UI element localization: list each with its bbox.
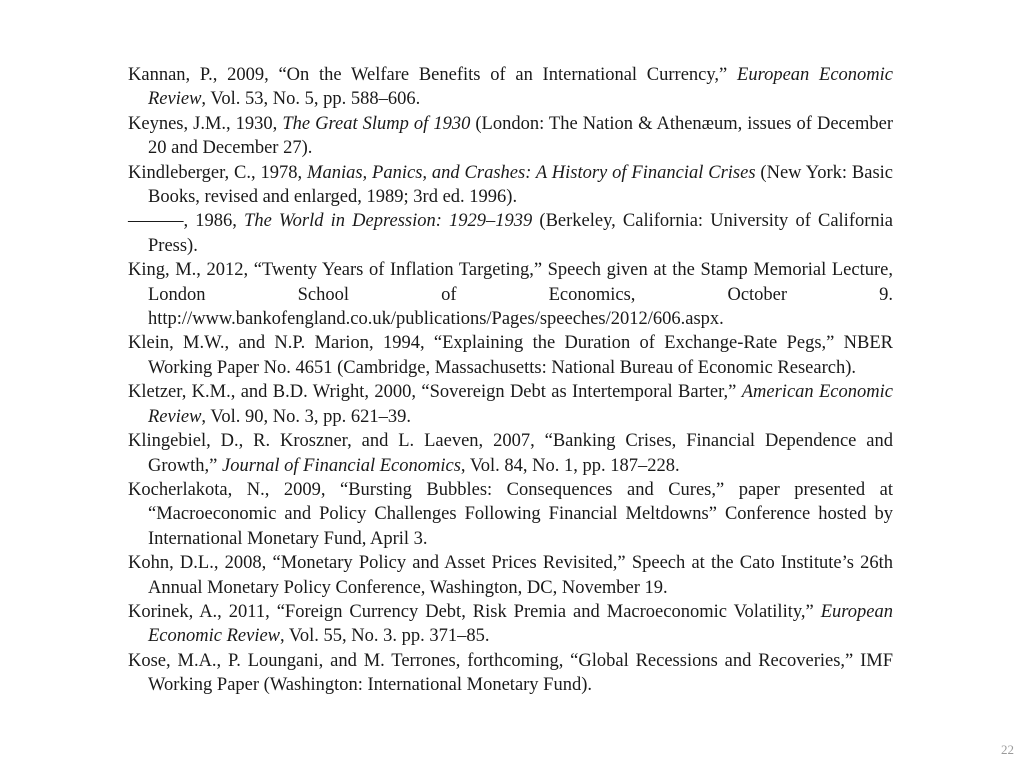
reference-text: Klein, M.W., and N.P. Marion, 1994, “Explaining the Duration of Exchange-Rate Pegs,” NBER Working Paper No. 4651 (Cambridge, Massachusetts: National Bureau of Economic Research).	[128, 333, 893, 378]
reference-book-title: Manias, Panics, and Crashes: A History of Financial Crises	[307, 162, 756, 183]
reference-entry	[128, 258, 893, 331]
reference-entry	[128, 112, 893, 161]
reference-entry	[128, 63, 893, 112]
reference-journal-title: European Economic Review	[148, 601, 893, 647]
reference-text: Kletzer, K.M., and B.D. Wright, 2000, “Sovereign Debt as Intertemporal Barter,”	[128, 382, 742, 403]
reference-text: ———, 1986,	[128, 211, 245, 232]
reference-entry	[128, 331, 893, 380]
reference-entry	[128, 551, 893, 600]
reference-journal-title: American Economic Review	[148, 382, 893, 427]
reference-details: , Vol. 55, No. 3. pp. 371–85.	[280, 626, 490, 647]
reference-text: Kannan, P., 2009, “On the Welfare Benefits of an International Currency,”	[128, 65, 738, 85]
reference-entry	[128, 429, 893, 478]
reference-details: (New York: Basic Books, revised and enlarged, 1989; 3rd ed. 1996).	[148, 162, 894, 208]
reference-text: Kocherlakota, N., 2009, “Bursting Bubbles: Consequences and Cures,” paper presented at “Macroeconomic and Policy Challenges Following Financial Meltdowns” Conference hosted by International Monetary Fund, April 3.	[128, 479, 893, 549]
reference-text: Kindleberger, C., 1978,	[128, 162, 308, 183]
reference-journal-title: European Economic Review	[148, 65, 893, 110]
reference-details: , Vol. 53, No. 5, pp. 588–606.	[201, 89, 421, 110]
reference-text: Keynes, J.M., 1930,	[128, 113, 283, 134]
reference-list	[128, 63, 893, 698]
reference-book-title: The World in Depression: 1929–1939	[244, 211, 533, 232]
reference-entry	[128, 380, 893, 429]
reference-entry	[128, 600, 893, 649]
reference-journal-title: Journal of Financial Economics	[221, 455, 461, 476]
reference-entry	[128, 649, 893, 698]
reference-text: King, M., 2012, “Twenty Years of Inflation Targeting,” Speech given at the Stamp Memorial Lecture, London School of Economics, October 9. http://www.bankofengland.co.uk/publications/Pages/speeches/2012/606.aspx.	[128, 260, 893, 330]
reference-entry	[128, 478, 893, 551]
reference-entry	[128, 161, 893, 210]
reference-text: Kohn, D.L., 2008, “Monetary Policy and Asset Prices Revisited,” Speech at the Cato Institute’s 26th Annual Monetary Policy Conference, Washington, DC, November 19.	[128, 553, 893, 598]
page-number: 22	[1001, 742, 1014, 757]
reference-text: Kose, M.A., P. Loungani, and M. Terrones, forthcoming, “Global Recessions and Recoveries,” IMF Working Paper (Washington: International Monetary Fund).	[128, 650, 893, 696]
reference-book-title: The Great Slump of 1930	[282, 113, 471, 134]
reference-entry	[128, 209, 893, 258]
reference-details: , Vol. 84, No. 1, pp. 187–228.	[460, 455, 680, 476]
reference-details: (Berkeley, California: University of California Press).	[148, 211, 893, 256]
reference-text: Klingebiel, D., R. Kroszner, and L. Laeven, 2007, “Banking Crises, Financial Dependence and Growth,”	[128, 431, 893, 476]
reference-details: , Vol. 90, No. 3, pp. 621–39.	[201, 406, 411, 427]
reference-details: (London: The Nation & Athenæum, issues of December 20 and December 27).	[148, 113, 893, 159]
reference-text: Korinek, A., 2011, “Foreign Currency Debt, Risk Premia and Macroeconomic Volatility,”	[128, 601, 821, 622]
